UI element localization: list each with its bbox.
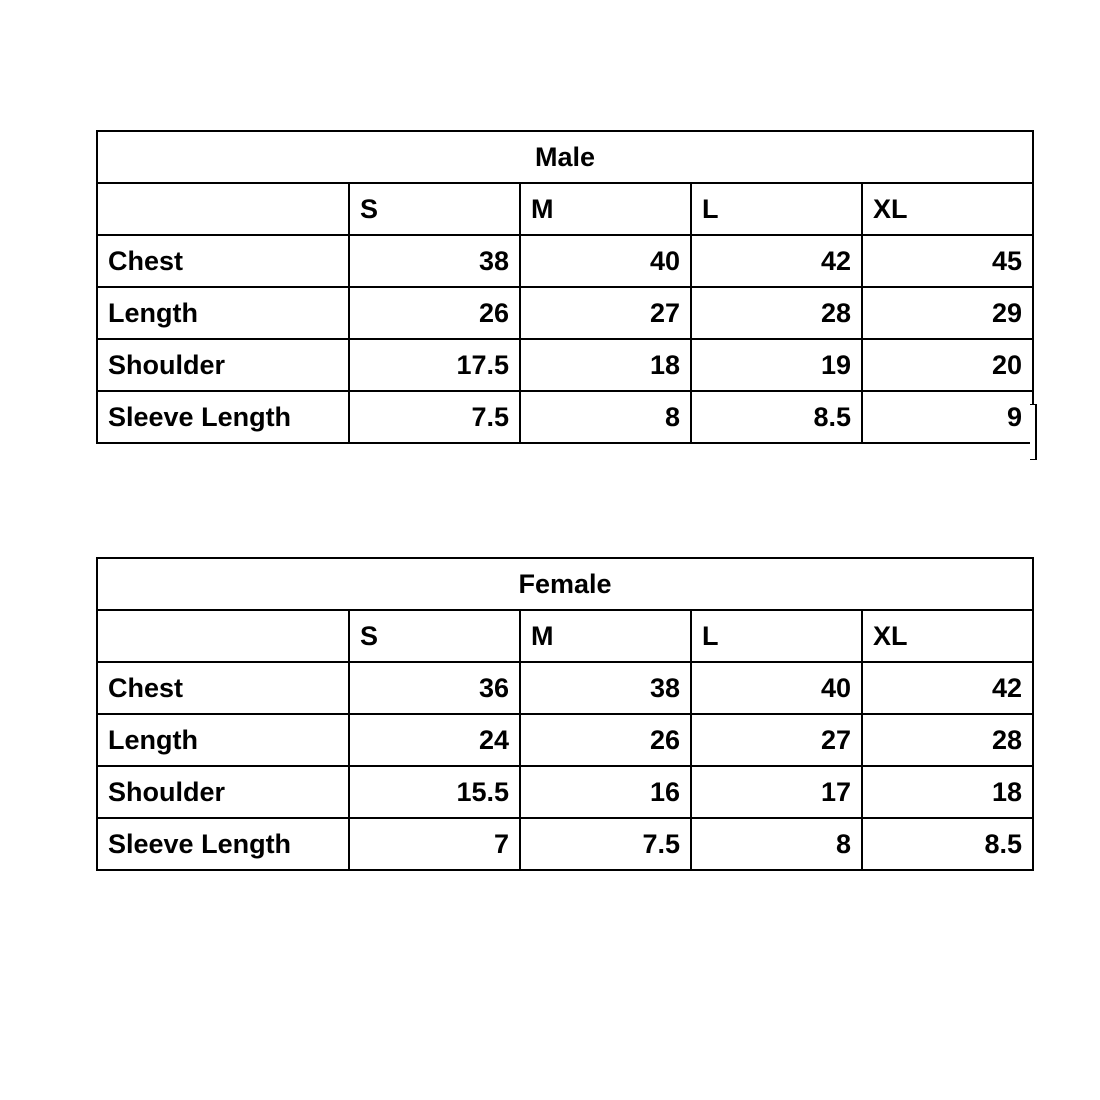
female-row-label-length: Length (97, 714, 349, 766)
female-header-m: M (520, 610, 691, 662)
male-chest-l: 42 (691, 235, 862, 287)
female-sleeve-length-s: 7 (349, 818, 520, 870)
female-chest-l: 40 (691, 662, 862, 714)
female-size-table (96, 557, 1034, 871)
male-shoulder-l: 19 (691, 339, 862, 391)
male-shoulder-s: 17.5 (349, 339, 520, 391)
female-length-s: 24 (349, 714, 520, 766)
male-sleeve-length-xl: 9 (862, 391, 1033, 443)
male-shoulder-xl: 20 (862, 339, 1033, 391)
female-header-s: S (349, 610, 520, 662)
male-length-s: 26 (349, 287, 520, 339)
female-length-m: 26 (520, 714, 691, 766)
male-length-xl: 29 (862, 287, 1033, 339)
female-row-label-shoulder: Shoulder (97, 766, 349, 818)
female-header-l: L (691, 610, 862, 662)
male-header-s: S (349, 183, 520, 235)
male-row-label-shoulder: Shoulder (97, 339, 349, 391)
female-shoulder-xl: 18 (862, 766, 1033, 818)
male-sleeve-length-l: 8.5 (691, 391, 862, 443)
female-header-blank (97, 610, 349, 662)
female-row-label-chest: Chest (97, 662, 349, 714)
male-size-table (96, 130, 1034, 444)
male-sleeve-length-m: 8 (520, 391, 691, 443)
male-row-label-sleeve-length: Sleeve Length (97, 391, 349, 443)
table-row (97, 714, 1033, 766)
male-chest-xl: 45 (862, 235, 1033, 287)
female-chest-s: 36 (349, 662, 520, 714)
table-row (97, 662, 1033, 714)
male-row-label-chest: Chest (97, 235, 349, 287)
cell-selection-marker (1030, 404, 1037, 460)
female-sleeve-length-xl: 8.5 (862, 818, 1033, 870)
female-sleeve-length-l: 8 (691, 818, 862, 870)
female-shoulder-m: 16 (520, 766, 691, 818)
table-row (97, 235, 1033, 287)
female-header-xl: XL (862, 610, 1033, 662)
table-header-row (97, 610, 1033, 662)
table-title-row (97, 131, 1033, 183)
female-sleeve-length-m: 7.5 (520, 818, 691, 870)
male-chest-s: 38 (349, 235, 520, 287)
male-length-m: 27 (520, 287, 691, 339)
table-row (97, 391, 1033, 443)
male-chest-m: 40 (520, 235, 691, 287)
male-header-blank (97, 183, 349, 235)
table-header-row (97, 183, 1033, 235)
male-row-label-length: Length (97, 287, 349, 339)
female-chest-xl: 42 (862, 662, 1033, 714)
female-shoulder-l: 17 (691, 766, 862, 818)
male-table-title: Male (97, 131, 1033, 183)
female-length-xl: 28 (862, 714, 1033, 766)
female-row-label-sleeve-length: Sleeve Length (97, 818, 349, 870)
male-length-l: 28 (691, 287, 862, 339)
male-sleeve-length-s: 7.5 (349, 391, 520, 443)
table-row (97, 287, 1033, 339)
male-shoulder-m: 18 (520, 339, 691, 391)
male-header-l: L (691, 183, 862, 235)
table-row (97, 766, 1033, 818)
table-row (97, 818, 1033, 870)
male-header-xl: XL (862, 183, 1033, 235)
female-length-l: 27 (691, 714, 862, 766)
table-row (97, 339, 1033, 391)
table-title-row (97, 558, 1033, 610)
male-header-m: M (520, 183, 691, 235)
female-shoulder-s: 15.5 (349, 766, 520, 818)
female-table-title: Female (97, 558, 1033, 610)
female-chest-m: 38 (520, 662, 691, 714)
